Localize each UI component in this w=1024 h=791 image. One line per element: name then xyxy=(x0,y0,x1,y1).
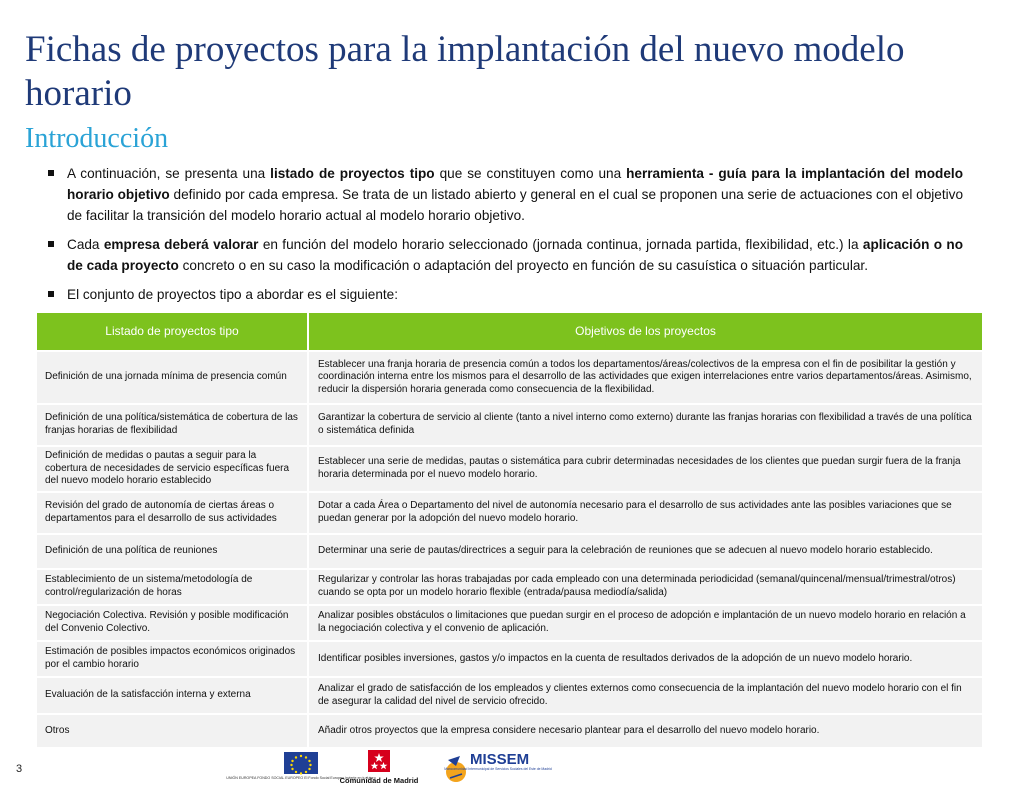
project-cell: Definición de una política de reuniones xyxy=(37,534,308,569)
intro-bullet-1: A continuación, se presenta una listado de proyectos tipo que se constituyen como una herramienta - guía para la implantación del modelo horario objetivo definido por cada empresa. Se trata de un listado abierto y general en el cual se proponen una serie de actuaciones con el objetivo de facilitar la transición del modelo horario actual al modelo horario objetivo. xyxy=(48,163,963,226)
table-row xyxy=(37,677,983,714)
table-row xyxy=(37,605,983,641)
objective-cell: Analizar posibles obstáculos o limitaciones que puedan surgir en el proceso de adopción e implantación de un nuevo modelo horario en relación a la negociación colectiva y el convenio de aplicación. xyxy=(308,605,983,641)
page-subtitle: Introducción xyxy=(25,123,169,154)
project-cell: Otros xyxy=(37,714,308,747)
comunidad-madrid-logo xyxy=(340,750,419,785)
eu-logo-text: UNIÓN EUROPEA FONDO SOCIAL EUROPEO El Fondo Social Europeo invierte en tu futuro xyxy=(226,776,376,780)
missem-logo xyxy=(444,751,552,782)
intro-bullet-2: Cada empresa deberá valorar en función del modelo horario seleccionado (jornada continua, jornada partida, flexibilidad, etc.) la aplicación o no de cada proyecto concreto o en su caso la modificación o adaptación del proyecto en función de su casuística o situación particular. xyxy=(48,234,963,276)
page-title: Fichas de proyectos para la implantación del nuevo modelo horario xyxy=(25,29,905,114)
objective-cell: Regularizar y controlar las horas trabajadas por cada empleado con una determinada periodicidad (semanal/quincenal/mensual/trimestral/otros) cuando se opta por un modelo horario flexible (entrada/pausa mediodía/salida) xyxy=(308,569,983,605)
missem-subtext: Mancomunidad Intermunicipal de Servicios Sociales del Este de Madrid xyxy=(444,767,552,771)
objective-cell: Identificar posibles inversiones, gastos y/o impactos en la cuenta de resultados derivados de la adopción de un nuevo modelo horario. xyxy=(308,641,983,677)
project-cell: Revisión del grado de autonomía de ciertas áreas o departamentos para el desarrollo de sus actividades xyxy=(37,492,308,534)
objective-cell: Añadir otros proyectos que la empresa considere necesario plantear para el desarrollo del nuevo modelo horario. xyxy=(308,714,983,747)
project-cell: Definición de una política/sistemática de cobertura de las franjas horarias de flexibilidad xyxy=(37,404,308,446)
project-cell: Estimación de posibles impactos económicos originados por el cambio horario xyxy=(37,641,308,677)
table-row xyxy=(37,446,983,492)
footer-logos xyxy=(226,748,562,791)
table-row xyxy=(37,534,983,569)
table-row xyxy=(37,492,983,534)
table-row xyxy=(37,641,983,677)
project-cell: Establecimiento de un sistema/metodología de control/regularización de horas xyxy=(37,569,308,605)
objective-cell: Establecer una franja horaria de presencia común a todos los departamentos/áreas/colectivos de la empresa con el fin de posibilitar la gestión y coordinación interna entre los mismos para el desarrollo de las actividades que exigen interrelaciones entre varios departamentos/áreas. Asimismo, reducir la dispersión horaria generada como consecuencia de la flexibilidad. xyxy=(308,351,983,404)
objective-cell: Establecer una serie de medidas, pautas o sistemática para cubrir determinadas necesidades de los clientes que puedan surgir fuera de la franja horaria determinada por el nuevo modelo horario. xyxy=(308,446,983,492)
bullet-square-icon xyxy=(48,291,54,297)
table-row xyxy=(37,404,983,446)
objective-cell: Dotar a cada Área o Departamento del nivel de autonomía necesario para el desarrollo de sus actividades ante las posibles variaciones que se puedan generar por la adopción del nuevo modelo horario. xyxy=(308,492,983,534)
projects-table xyxy=(37,313,984,747)
table-row xyxy=(37,569,983,605)
comunidad-madrid-text: Comunidad de Madrid xyxy=(339,776,419,785)
objective-cell: Determinar una serie de pautas/directrices a seguir para la celebración de reuniones que se adecuen al nuevo modelo horario establecido. xyxy=(308,534,983,569)
objective-cell: Analizar el grado de satisfacción de los empleados y clientes externos como consecuencia de la implantación del nuevo modelo horario con el fin de asegurar la calidad del nivel de servicio ofrecido. xyxy=(308,677,983,714)
intro-bullet-3: El conjunto de proyectos tipo a abordar es el siguiente: xyxy=(48,284,963,305)
objective-cell: Garantizar la cobertura de servicio al cliente (tanto a nivel interno como externo) durante las franjas horarias con flexibilidad a través de una política o sistemática definida xyxy=(308,404,983,446)
bullet-square-icon xyxy=(48,241,54,247)
project-cell: Definición de una jornada mínima de presencia común xyxy=(37,351,308,404)
table-row xyxy=(37,351,983,404)
page-number: 3 xyxy=(16,763,23,775)
table-header-row xyxy=(37,313,983,351)
column-header-objectives: Objetivos de los proyectos xyxy=(308,313,983,351)
missem-text: MISSEM xyxy=(470,751,530,768)
intro-bullets xyxy=(48,163,963,313)
project-cell: Evaluación de la satisfacción interna y externa xyxy=(37,677,308,714)
bullet-square-icon xyxy=(48,170,54,176)
table-row xyxy=(37,714,983,747)
column-header-projects: Listado de proyectos tipo xyxy=(37,313,308,351)
project-cell: Definición de medidas o pautas a seguir para la cobertura de necesidades de servicio específicas fuera del nuevo modelo horario establecido xyxy=(37,446,308,492)
project-cell: Negociación Colectiva. Revisión y posible modificación del Convenio Colectivo. xyxy=(37,605,308,641)
